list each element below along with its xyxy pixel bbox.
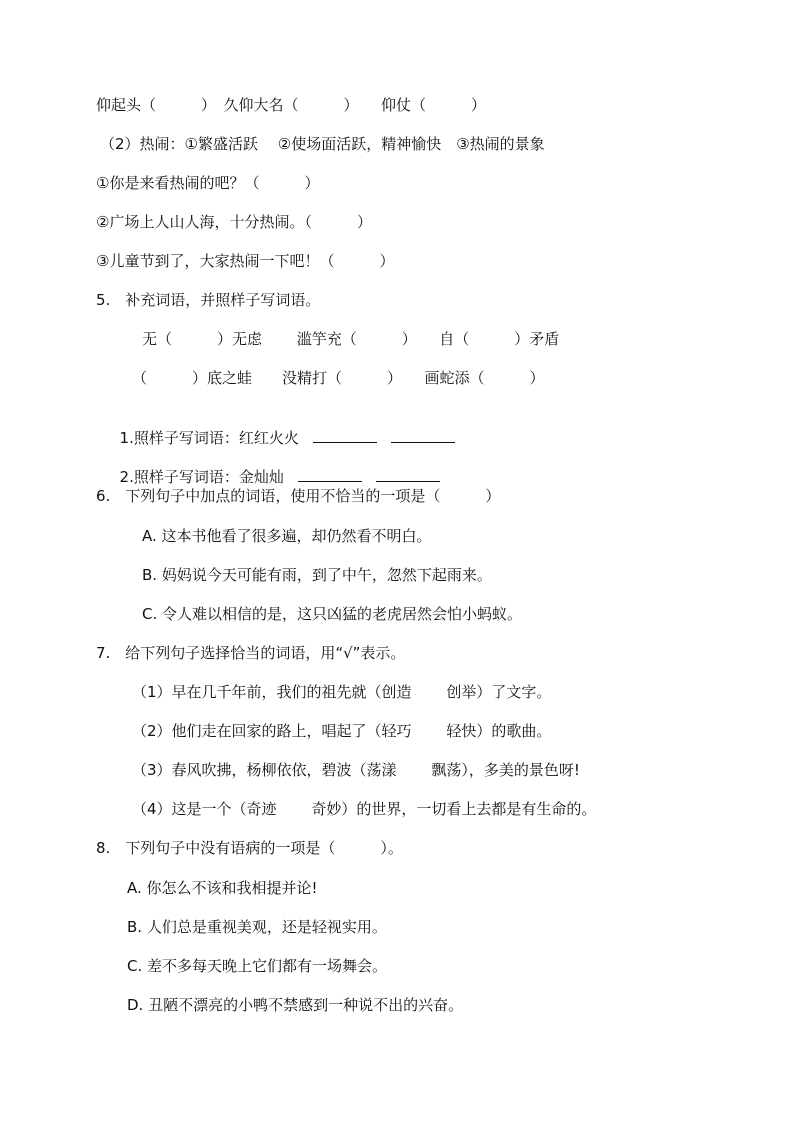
- line-9: [110, 408, 455, 448]
- question-8-heading: 8. 下列句子中没有语病的一项是（ ）。: [96, 839, 403, 857]
- option-b: B. 人们总是重视美观，还是轻视实用。: [127, 918, 387, 936]
- line-16: （1）早在几千年前，我们的祖先就（创造 创举）了文字。: [132, 683, 552, 701]
- option-c: C. 差不多每天晚上它们都有一场舞会。: [127, 957, 388, 975]
- option-d: D. 丑陋不漂亮的小鸭不禁感到一种说不出的兴奋。: [127, 996, 464, 1014]
- line-4: ②广场上人山人海，十分热闹。（ ）: [96, 213, 372, 231]
- option-a: A. 你怎么不该和我相提并论!: [127, 879, 318, 897]
- line-10-text: 2.照样子写词语：金灿灿: [119, 468, 284, 486]
- question-6-heading: 6. 下列句子中加点的词语，使用不恰当的一项是（ ）: [96, 487, 501, 505]
- answer-blank[interactable]: [298, 467, 362, 482]
- question-5-heading: 5. 补充词语，并照样子写词语。: [96, 291, 321, 309]
- line-9-text: 1.照样子写词语：红红火火: [119, 429, 299, 447]
- option-a: A. 这本书他看了很多遍，却仍然看不明白。: [142, 527, 432, 545]
- answer-blank[interactable]: [376, 467, 440, 482]
- line-5: ③儿童节到了，大家热闹一下吧！（ ）: [96, 252, 395, 270]
- line-10: [110, 447, 440, 487]
- line-2: （2）热闹：①繁盛活跃 ②使场面活跃，精神愉快 ③热闹的景象: [100, 135, 545, 153]
- line-19: （4）这是一个（奇迹 奇妙）的世界，一切看上去都是有生命的。: [132, 800, 597, 818]
- option-c: C. 令人难以相信的是，这只凶猛的老虎居然会怕小蚂蚁。: [142, 605, 523, 623]
- line-17: （2）他们走在回家的路上，唱起了（轻巧 轻快）的歌曲。: [132, 722, 552, 740]
- answer-blank[interactable]: [391, 428, 455, 443]
- answer-blank[interactable]: [313, 428, 377, 443]
- line-7: 无（ ）无虑 滥竽充（ ） 自（ ）矛盾: [142, 330, 560, 348]
- question-7-heading: 7. 给下列句子选择恰当的词语，用“√”表示。: [96, 644, 406, 662]
- line-1: 仰起头（ ） 久仰大名（ ） 仰仗（ ）: [96, 96, 487, 114]
- line-8: （ ）底之蛙 没精打（ ） 画蛇添（ ）: [132, 369, 545, 387]
- option-b: B. 妈妈说今天可能有雨，到了中午，忽然下起雨来。: [142, 566, 492, 584]
- line-18: （3）春风吹拂，杨柳依依，碧波（荡漾 飘荡），多美的景色呀!: [132, 761, 580, 779]
- line-3: ①你是来看热闹的吧？（ ）: [96, 174, 320, 192]
